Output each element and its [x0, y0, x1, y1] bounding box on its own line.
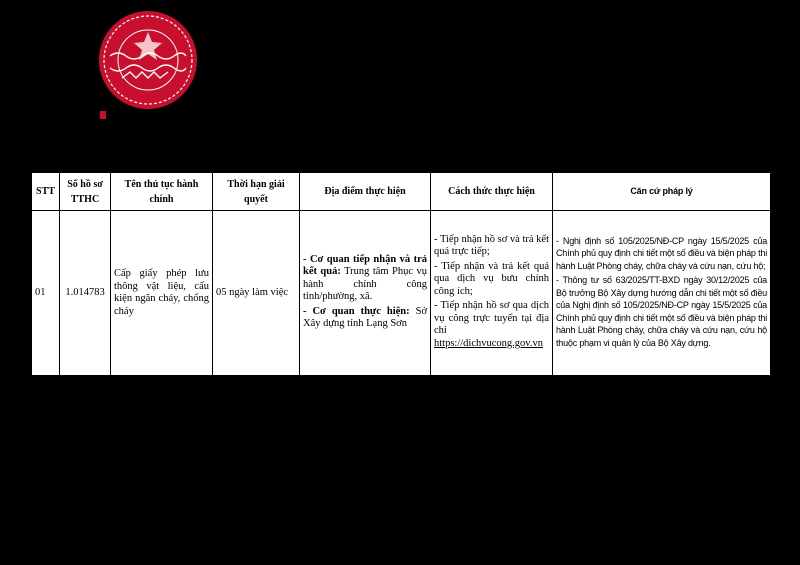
cach-thuc-item-2: - Tiếp nhận và trả kết quả qua dịch vụ bưu chính công ích; [434, 260, 549, 297]
cell-ten-thu-tuc: Cấp giấy phép lưu thông vật liệu, cấu kiện ngăn cháy, chống cháy [111, 211, 213, 376]
header-so-ho-so: Số hồ sơ TTHC [60, 173, 111, 211]
can-cu-item-2: - Thông tư số 63/2025/TT-BXD ngày 30/12/2025 của Bộ trưởng Bộ Xây dựng hướng dẫn chi tiết một số điều của Nghị định số 105/2025/NĐ-CP ngày 15/5/2025 của Chính phủ quy định chi tiết một số điều và biện pháp thi hành Luật Phòng cháy, chữa cháy và cứu nạn, cứu hộ thuộc phạm vi quản lý của Bộ Xây dựng. [556, 275, 767, 348]
thuc-hien-label: - Cơ quan thực hiện: [303, 305, 410, 317]
dichvucong-link[interactable]: https://dichvucong.gov.vn [434, 337, 543, 349]
tiep-nhan-value: Trung tâm Phục vụ hành chính công tỉnh/phường, xã. [303, 266, 427, 302]
procedure-table [31, 172, 771, 376]
header-can-cu: Căn cứ pháp lý [553, 173, 771, 211]
tiep-nhan-label: - Cơ quan tiếp nhận và trả kết quả: [303, 253, 427, 277]
table-header-row [32, 173, 771, 211]
red-seal-stamp [96, 8, 200, 112]
header-ten-thu-tuc: Tên thủ tục hành chính [111, 173, 213, 211]
cach-thuc-item-1: - Tiếp nhận hồ sơ và trả kết quả trực tiếp; [434, 233, 549, 258]
cell-cach-thuc [431, 211, 553, 376]
table-row [32, 211, 771, 376]
cell-thoi-han: 05 ngày làm việc [213, 211, 300, 376]
seal-mark [100, 111, 106, 119]
cell-can-cu [553, 211, 771, 376]
header-stt: STT [32, 173, 60, 211]
cell-dia-diem [300, 211, 431, 376]
header-cach-thuc: Cách thức thực hiện [431, 173, 553, 211]
cach-thuc-item-3: - Tiếp nhận hồ sơ qua dịch vụ công trực tuyến tại địa chỉ [434, 300, 549, 337]
thuc-hien-value: Sở Xây dựng tỉnh Lạng Sơn [303, 305, 427, 329]
cell-stt: 01 [32, 211, 60, 376]
header-dia-diem: Địa điểm thực hiện [300, 173, 431, 211]
header-thoi-han: Thời hạn giải quyết [213, 173, 300, 211]
can-cu-item-1: - Nghị định số 105/2025/NĐ-CP ngày 15/5/2025 của Chính phủ quy định chi tiết một số điều và biện pháp thi hành Luật Phòng cháy, chữa cháy và cứu nạn, cứu hộ; [556, 235, 767, 271]
cell-so-ho-so: 1.014783 [60, 211, 111, 376]
